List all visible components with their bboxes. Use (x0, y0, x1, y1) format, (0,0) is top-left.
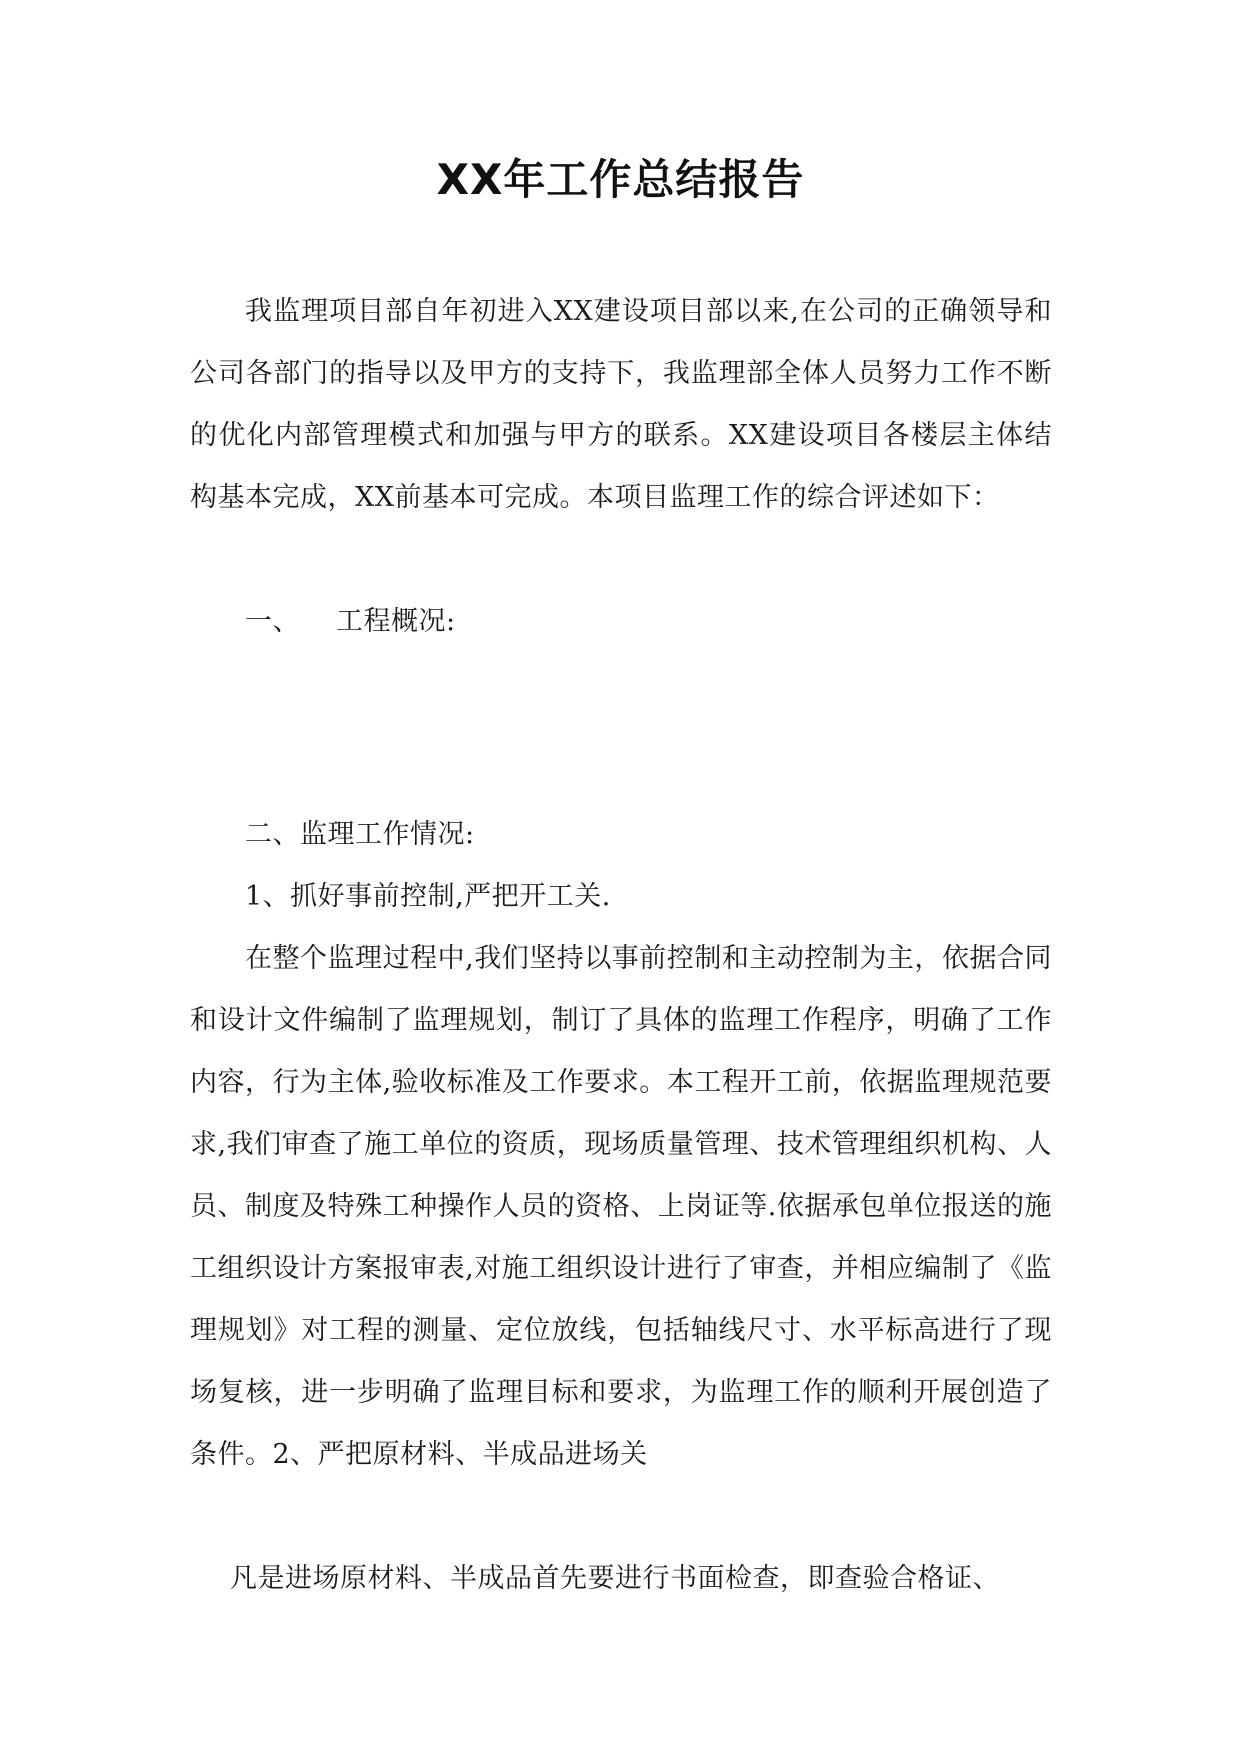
last-paragraph-text: 凡是进场原材料、半成品首先要进行书面检查，即查验合格证、 (230, 1563, 1000, 1594)
section-2-heading (190, 804, 1052, 866)
section-1-heading (190, 591, 1052, 653)
section-1-number: 一、 (245, 606, 300, 637)
last-paragraph (190, 1548, 1052, 1610)
section-2-heading-text: 二、监理工作情况: (245, 819, 475, 850)
document-title: XX年工作总结报告 (436, 155, 805, 204)
subsection-1-heading-text: 1、抓好事前控制,严把开工关. (245, 881, 611, 912)
intro-paragraph (190, 281, 1052, 529)
subsection-1-paragraph-text: 在整个监理过程中,我们坚持以事前控制和主动控制为主，依据合同和设计文件编制了监理规划，制订了具体的监理工作程序，明确了工作内容，行为主体,验收标准及工作要求。本工程开工前，依据监理规范要求,我们审查了施工单位的资质，现场质量管理、技术管理组织机构、人员、制度及特殊工种操作人员的资格、上岗证等.依据承包单位报送的施工组织设计方案报审表,对施工组织设计进行了审查，并相应编制了《监理规划》对工程的测量、定位放线，包括轴线尺寸、水平标高进行了现场复核，进一步明确了监理目标和要求，为监理工作的顺利开展创造了条件。2、严把原材料、半成品进场关 (190, 943, 1052, 1470)
intro-paragraph-text: 我监理项目部自年初进入XX建设项目部以来,在公司的正确领导和公司各部门的指导以及甲方的支持下，我监理部全体人员努力工作不断的优化内部管理模式和加强与甲方的联系。XX建设项目各楼层主体结构基本完成，XX前基本可完成。本项目监理工作的综合评述如下： (190, 296, 1052, 513)
section-1-title: 工程概况: (336, 606, 456, 637)
subsection-1-heading (190, 866, 1052, 928)
subsection-1-paragraph (190, 928, 1052, 1486)
